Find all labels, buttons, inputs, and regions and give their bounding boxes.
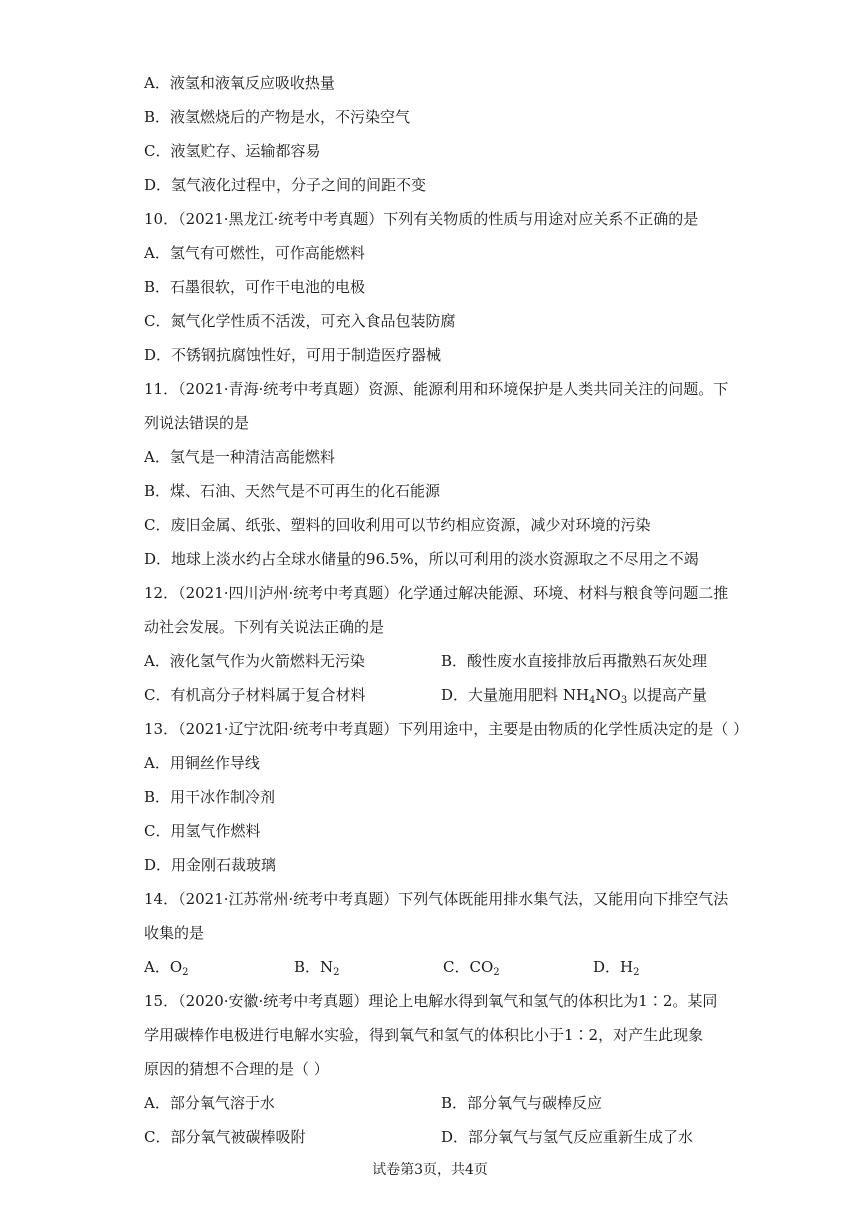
q10-option-b: B．石墨很软，可作干电池的电极	[144, 278, 366, 296]
q12-stem-line2: 动社会发展。下列有关说法正确的是	[144, 618, 385, 636]
q11-stem-line2: 列说法错误的是	[144, 414, 250, 432]
q12-stem-line1: 12．（2021·四川泸州·统考中考真题）化学通过解决能源、环境、材料与粮食等问题二推	[144, 584, 729, 602]
q13-option-a: A．用铜丝作导线	[144, 754, 260, 772]
q11-stem-line1: 11．（2021·青海·统考中考真题）资源、能源利用和环境保护是人类共同关注的问题。下	[144, 380, 729, 398]
q15-stem-line3: 原因的猜想不合理的是（ ）	[144, 1060, 329, 1078]
q15-options-row1	[144, 1093, 603, 1113]
q14-stem-line1: 14．（2021·江苏常州·统考中考真题）下列气体既能用排水集气法，又能用向下排空气法	[144, 890, 729, 908]
q9-option-c: C．液氢贮存、运输都容易	[144, 142, 321, 160]
q15-options-row2	[144, 1127, 694, 1147]
q13-option-b: B．用干冰作制冷剂	[144, 788, 276, 806]
page-footer: 试卷第3页，共4页	[372, 1162, 488, 1178]
q14-option-b: B．$N_2$	[294, 958, 340, 978]
q10-stem: 10．（2021·黑龙江·统考中考真题）下列有关物质的性质与用途对应关系不正确的是	[144, 210, 699, 228]
q15-option-a: A．部分氧气溶于水	[144, 1094, 275, 1112]
q9-option-d: D．氢气液化过程中，分子之间的间距不变	[144, 176, 427, 194]
q10-option-d: D．不锈钢抗腐蚀性好，可用于制造医疗器械	[144, 346, 442, 364]
q12-options-row2	[144, 685, 708, 706]
q12-option-a: A．液化氢气作为火箭燃料无污染	[144, 652, 365, 670]
q15-stem-line1: 15．（2020·安徽·统考中考真题）理论上电解水得到氧气和氢气的体积比为1∶2。某同	[144, 992, 718, 1010]
q9-option-b: B．液氢燃烧后的产物是水，不污染空气	[144, 108, 411, 126]
q15-stem-line2: 学用碳棒作电极进行电解水实验，得到氧气和氢气的体积比小于1∶2，对产生此现象	[144, 1026, 704, 1044]
q10-option-c: C．氮气化学性质不活泼，可充入食品包装防腐	[144, 312, 456, 330]
q13-option-c: C．用氢气作燃料	[144, 822, 261, 840]
q14-option-c: C．$CO_2$	[443, 958, 500, 978]
q15-option-d: D．部分氧气与氢气反应重新生成了水	[441, 1128, 694, 1146]
q13-option-d: D．用金刚石裁玻璃	[144, 856, 277, 874]
q14-stem-line2: 收集的是	[144, 924, 205, 942]
q13-stem: 13．（2021·辽宁沈阳·统考中考真题）下列用途中，主要是由物质的化学性质决定的是（ ）	[144, 720, 749, 738]
q15-option-b: B．部分氧气与碳棒反应	[441, 1094, 603, 1112]
q12-option-c: C．有机高分子材料属于复合材料	[144, 686, 366, 704]
q14-option-a: A．$O_2$	[144, 958, 189, 978]
q12-options-row1	[144, 651, 708, 671]
q10-option-a: A．氢气有可燃性，可作高能燃料	[144, 244, 365, 262]
q12-option-b: B．酸性废水直接排放后再撒熟石灰处理	[441, 652, 708, 670]
q11-option-d: D．地球上淡水约占全球水储量的96.5%，所以可利用的淡水资源取之不尽用之不竭	[144, 550, 699, 568]
q15-option-c: C．部分氧气被碳棒吸附	[144, 1128, 306, 1146]
q11-option-b: B．煤、石油、天然气是不可再生的化石能源	[144, 482, 441, 500]
q11-option-a: A．氢气是一种清洁高能燃料	[144, 448, 335, 466]
q14-option-d: D．$H_2$	[593, 958, 640, 978]
q14-options-row	[144, 957, 640, 978]
q12-option-d: D．大量施用肥料 $NH_4NO_3$ 以提高产量	[441, 686, 708, 706]
q9-option-a: A．液氢和液氧反应吸收热量	[144, 74, 335, 92]
q11-option-c: C．废旧金属、纸张、塑料的回收利用可以节约相应资源，减少对环境的污染	[144, 516, 651, 534]
